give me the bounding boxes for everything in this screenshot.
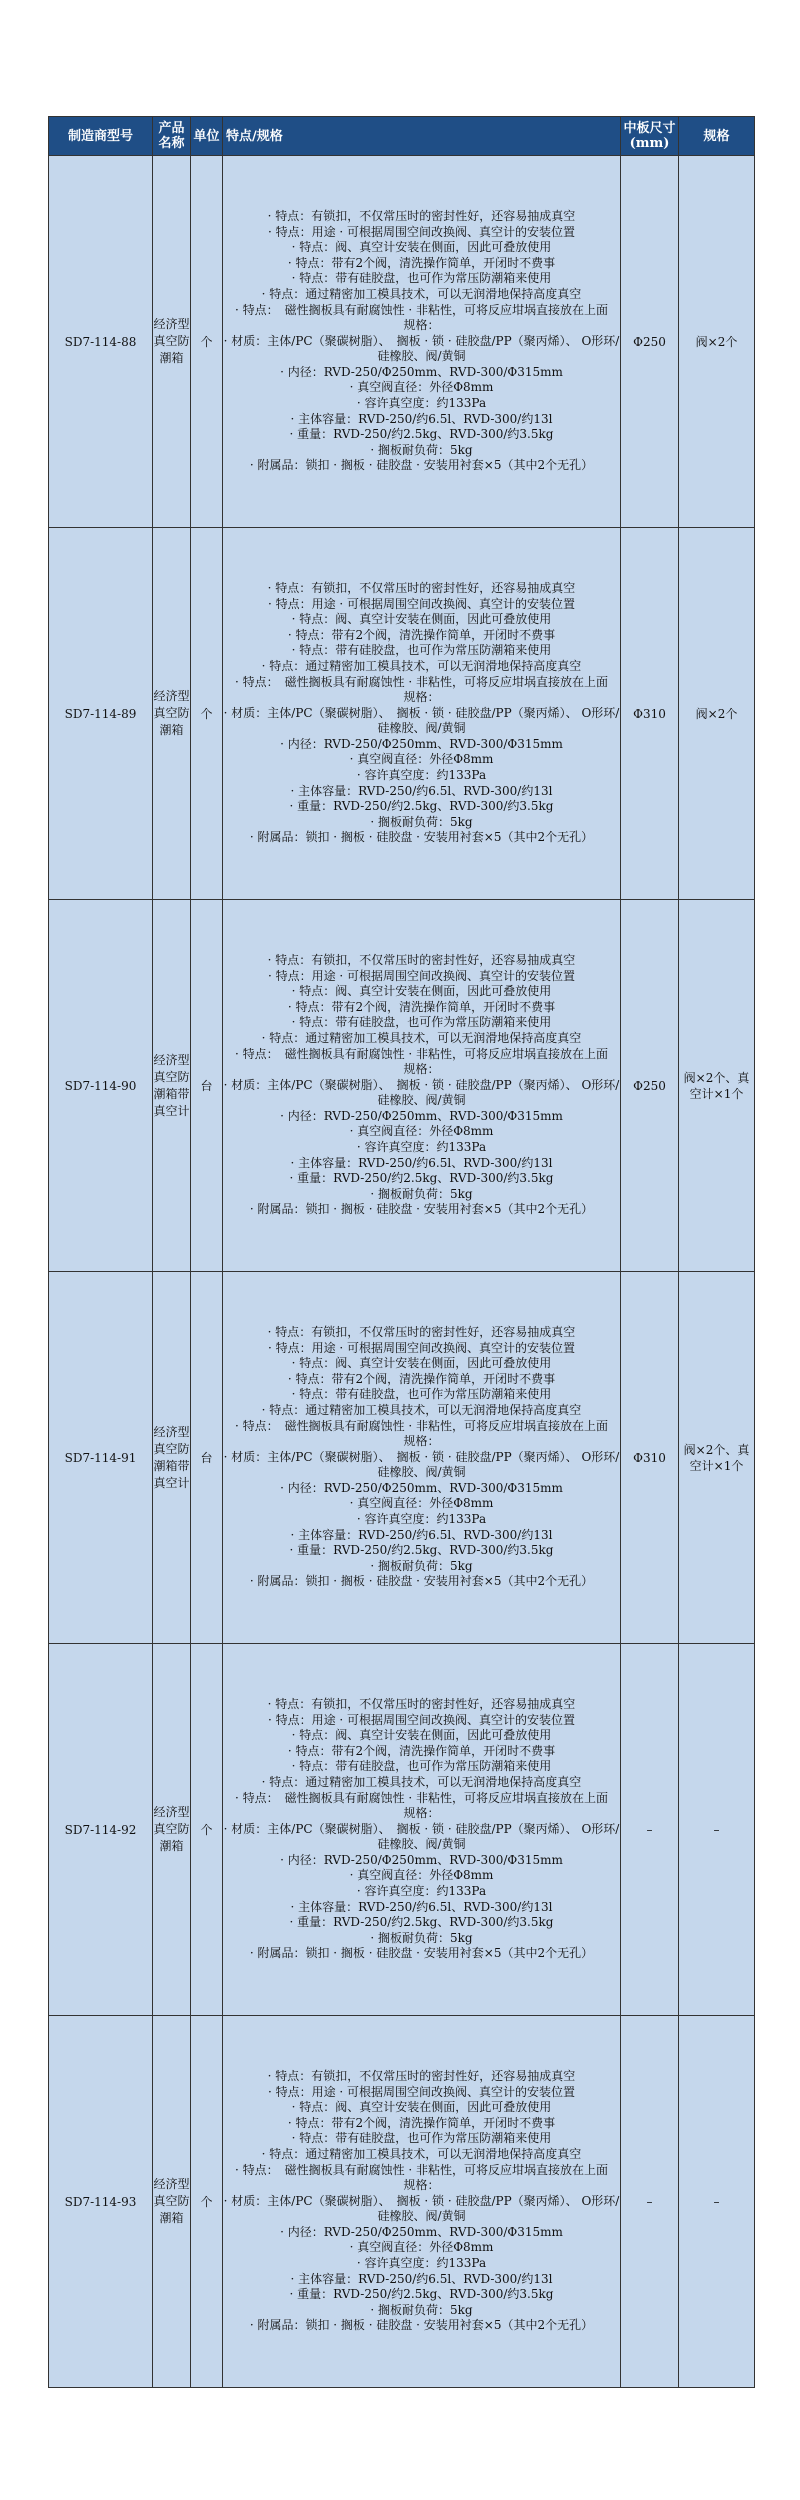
- plate-size-cell: Φ310: [621, 528, 679, 900]
- header-size: 中板尺寸(mm): [621, 117, 679, 156]
- unit-cell: 个: [191, 2016, 223, 2388]
- feature-line: 规格：: [403, 1806, 440, 1821]
- feature-line: · 重量：RVD-250/约2.5kg、RVD-300/约3.5kg: [289, 427, 554, 442]
- feature-line: · 重量：RVD-250/约2.5kg、RVD-300/约3.5kg: [289, 1543, 554, 1558]
- feature-line: · 特点：有锁扣，不仅常压时的密封性好，还容易抽成真空: [267, 208, 576, 223]
- feature-line: · 内径：RVD-250/Φ250mm、RVD-300/Φ315mm: [280, 1108, 563, 1123]
- feature-line: · 真空阀直径：外径Φ8mm: [349, 1124, 494, 1139]
- table-row: [49, 528, 755, 900]
- feature-line: · 搁板耐负荷：5kg: [370, 1930, 473, 1945]
- feature-line: 规格：: [403, 318, 440, 333]
- header-features: 特点/规格: [223, 117, 621, 156]
- plate-size-cell: Φ250: [621, 156, 679, 528]
- header-spec: 规格: [679, 117, 755, 156]
- features-cell: [223, 2016, 621, 2388]
- feature-line: · 特点：带有2个阀，清洗操作简单，开闭时不费事: [287, 1371, 556, 1386]
- feature-line: · 附属品：锁扣 · 搁板 · 硅胶盘 · 安装用衬套×5（其中2个无孔）: [249, 1946, 594, 1961]
- spec-cell: 阀×2个、真空计×1个: [679, 900, 755, 1272]
- unit-cell: 个: [191, 1644, 223, 2016]
- product-name-cell: 经济型真空防潮箱带真空计: [153, 1272, 191, 1644]
- features-cell: [223, 528, 621, 900]
- product-name-cell: 经济型真空防潮箱: [153, 2016, 191, 2388]
- feature-line: · 特点：阀、真空计安装在侧面，因此可叠放使用: [291, 1356, 552, 1371]
- feature-line: · 主体容量：RVD-250/约6.5l、RVD-300/约13l: [290, 1155, 553, 1170]
- feature-line: · 附属品：锁扣 · 搁板 · 硅胶盘 · 安装用衬套×5（其中2个无孔）: [249, 2318, 594, 2333]
- feature-line: · 附属品：锁扣 · 搁板 · 硅胶盘 · 安装用衬套×5（其中2个无孔）: [249, 1202, 594, 1217]
- product-spec-table: [48, 116, 755, 2388]
- feature-line: · 特点：阀、真空计安装在侧面，因此可叠放使用: [291, 240, 552, 255]
- feature-line: · 特点：带有2个阀，清洗操作简单，开闭时不费事: [287, 2115, 556, 2130]
- feature-line: · 特点：通过精密加工模具技术，可以无润滑地保持高度真空: [261, 658, 582, 673]
- feature-line: · 特点：阀、真空计安装在侧面，因此可叠放使用: [291, 2100, 552, 2115]
- model-cell: SD7-114-89: [49, 528, 153, 900]
- feature-line: · 真空阀直径：外径Φ8mm: [349, 1868, 494, 1883]
- feature-line: · 特点：用途 · 可根据周围空间改换阀、真空计的安装位置: [267, 2084, 576, 2099]
- table-row: [49, 1644, 755, 2016]
- feature-line: · 容许真空度：约133Pa: [356, 2256, 487, 2271]
- features-cell: [223, 156, 621, 528]
- feature-line: 规格：: [403, 1062, 440, 1077]
- feature-line: · 特点：通过精密加工模具技术，可以无润滑地保持高度真空: [261, 2146, 582, 2161]
- feature-line: · 特点：带有硅胶盘，也可作为常压防潮箱来使用: [291, 643, 552, 658]
- plate-size-cell: Φ250: [621, 900, 679, 1272]
- product-name-cell: 经济型真空防潮箱带真空计: [153, 900, 191, 1272]
- feature-line: · 搁板耐负荷：5kg: [370, 1558, 473, 1573]
- feature-line: · 特点：通过精密加工模具技术，可以无润滑地保持高度真空: [261, 1030, 582, 1045]
- table-row: [49, 1272, 755, 1644]
- feature-line: · 特点：通过精密加工模具技术，可以无润滑地保持高度真空: [261, 1402, 582, 1417]
- feature-line: · 特点：带有2个阀，清洗操作简单，开闭时不费事: [287, 1743, 556, 1758]
- feature-line: · 特点：用途 · 可根据周围空间改换阀、真空计的安装位置: [267, 596, 576, 611]
- header-row: [49, 117, 755, 156]
- feature-line: · 特点：带有硅胶盘，也可作为常压防潮箱来使用: [291, 1387, 552, 1402]
- feature-line: · 容许真空度：约133Pa: [356, 768, 487, 783]
- feature-line: · 内径：RVD-250/Φ250mm、RVD-300/Φ315mm: [280, 1852, 563, 1867]
- feature-line: · 真空阀直径：外径Φ8mm: [349, 380, 494, 395]
- feature-line: · 重量：RVD-250/约2.5kg、RVD-300/约3.5kg: [289, 1915, 554, 1930]
- feature-line: · 特点：用途 · 可根据周围空间改换阀、真空计的安装位置: [267, 1340, 576, 1355]
- feature-line: · 搁板耐负荷：5kg: [370, 814, 473, 829]
- feature-line: · 特点：带有2个阀，清洗操作简单，开闭时不费事: [287, 627, 556, 642]
- product-name-cell: 经济型真空防潮箱: [153, 156, 191, 528]
- header-name: 产品名称: [153, 117, 191, 156]
- feature-line: · 内径：RVD-250/Φ250mm、RVD-300/Φ315mm: [280, 736, 563, 751]
- feature-line: · 特点： 磁性搁板具有耐腐蚀性 · 非粘性，可将反应坩埚直接放在上面: [234, 1790, 609, 1805]
- feature-line: · 特点：通过精密加工模具技术，可以无润滑地保持高度真空: [261, 286, 582, 301]
- feature-line: · 特点： 磁性搁板具有耐腐蚀性 · 非粘性，可将反应坩埚直接放在上面: [234, 1046, 609, 1061]
- feature-line: · 特点：用途 · 可根据周围空间改换阀、真空计的安装位置: [267, 968, 576, 983]
- feature-line: · 特点：有锁扣，不仅常压时的密封性好，还容易抽成真空: [267, 952, 576, 967]
- plate-size-cell: –: [621, 2016, 679, 2388]
- feature-line: · 特点：有锁扣，不仅常压时的密封性好，还容易抽成真空: [267, 2068, 576, 2083]
- model-cell: SD7-114-90: [49, 900, 153, 1272]
- unit-cell: 个: [191, 156, 223, 528]
- header-unit: 单位: [191, 117, 223, 156]
- feature-line: 规格：: [403, 2178, 440, 2193]
- feature-line: · 附属品：锁扣 · 搁板 · 硅胶盘 · 安装用衬套×5（其中2个无孔）: [249, 458, 594, 473]
- feature-line: · 特点：带有2个阀，清洗操作简单，开闭时不费事: [287, 999, 556, 1014]
- unit-cell: 个: [191, 528, 223, 900]
- feature-line: 规格：: [403, 1434, 440, 1449]
- feature-line: · 搁板耐负荷：5kg: [370, 2302, 473, 2317]
- feature-line: · 特点：带有硅胶盘，也可作为常压防潮箱来使用: [291, 2131, 552, 2146]
- feature-line: · 材质：主体/PC（聚碳树脂）、 搁板 · 锁 · 硅胶盘/PP（聚丙烯）、 O形环/硅橡胶、阀/黄铜: [223, 705, 620, 736]
- feature-line: · 真空阀直径：外径Φ8mm: [349, 752, 494, 767]
- feature-line: · 主体容量：RVD-250/约6.5l、RVD-300/约13l: [290, 783, 553, 798]
- model-cell: SD7-114-91: [49, 1272, 153, 1644]
- feature-line: · 特点： 磁性搁板具有耐腐蚀性 · 非粘性，可将反应坩埚直接放在上面: [234, 302, 609, 317]
- table-row: [49, 900, 755, 1272]
- spec-cell: –: [679, 1644, 755, 2016]
- model-cell: SD7-114-93: [49, 2016, 153, 2388]
- feature-line: · 容许真空度：约133Pa: [356, 1512, 487, 1527]
- feature-line: · 内径：RVD-250/Φ250mm、RVD-300/Φ315mm: [280, 1480, 563, 1495]
- features-cell: [223, 1272, 621, 1644]
- feature-line: · 重量：RVD-250/约2.5kg、RVD-300/约3.5kg: [289, 799, 554, 814]
- unit-cell: 台: [191, 1272, 223, 1644]
- feature-line: · 特点： 磁性搁板具有耐腐蚀性 · 非粘性，可将反应坩埚直接放在上面: [234, 1418, 609, 1433]
- feature-line: · 特点：用途 · 可根据周围空间改换阀、真空计的安装位置: [267, 1712, 576, 1727]
- feature-line: · 真空阀直径：外径Φ8mm: [349, 2240, 494, 2255]
- feature-line: · 特点：阀、真空计安装在侧面，因此可叠放使用: [291, 612, 552, 627]
- header-model: 制造商型号: [49, 117, 153, 156]
- feature-line: · 特点：阀、真空计安装在侧面，因此可叠放使用: [291, 1728, 552, 1743]
- feature-line: · 材质：主体/PC（聚碳树脂）、 搁板 · 锁 · 硅胶盘/PP（聚丙烯）、 O形环/硅橡胶、阀/黄铜: [223, 1449, 620, 1480]
- spec-cell: 阀×2个、真空计×1个: [679, 1272, 755, 1644]
- feature-line: · 特点：有锁扣，不仅常压时的密封性好，还容易抽成真空: [267, 1696, 576, 1711]
- feature-line: · 附属品：锁扣 · 搁板 · 硅胶盘 · 安装用衬套×5（其中2个无孔）: [249, 830, 594, 845]
- feature-line: 规格：: [403, 690, 440, 705]
- feature-line: · 容许真空度：约133Pa: [356, 396, 487, 411]
- features-cell: [223, 900, 621, 1272]
- feature-line: · 主体容量：RVD-250/约6.5l、RVD-300/约13l: [290, 1899, 553, 1914]
- feature-line: · 材质：主体/PC（聚碳树脂）、 搁板 · 锁 · 硅胶盘/PP（聚丙烯）、 O形环/硅橡胶、阀/黄铜: [223, 2193, 620, 2224]
- table-row: [49, 2016, 755, 2388]
- model-cell: SD7-114-88: [49, 156, 153, 528]
- feature-line: · 主体容量：RVD-250/约6.5l、RVD-300/约13l: [290, 2271, 553, 2286]
- feature-line: · 特点：带有硅胶盘，也可作为常压防潮箱来使用: [291, 1759, 552, 1774]
- feature-line: · 容许真空度：约133Pa: [356, 1884, 487, 1899]
- feature-line: · 特点：通过精密加工模具技术，可以无润滑地保持高度真空: [261, 1774, 582, 1789]
- feature-line: · 重量：RVD-250/约2.5kg、RVD-300/约3.5kg: [289, 1171, 554, 1186]
- plate-size-cell: Φ310: [621, 1272, 679, 1644]
- features-cell: [223, 1644, 621, 2016]
- feature-line: · 主体容量：RVD-250/约6.5l、RVD-300/约13l: [290, 411, 553, 426]
- unit-cell: 台: [191, 900, 223, 1272]
- feature-line: · 特点： 磁性搁板具有耐腐蚀性 · 非粘性，可将反应坩埚直接放在上面: [234, 674, 609, 689]
- feature-line: · 材质：主体/PC（聚碳树脂）、 搁板 · 锁 · 硅胶盘/PP（聚丙烯）、 O形环/硅橡胶、阀/黄铜: [223, 1077, 620, 1108]
- feature-line: · 真空阀直径：外径Φ8mm: [349, 1496, 494, 1511]
- feature-line: · 容许真空度：约133Pa: [356, 1140, 487, 1155]
- feature-line: · 特点：带有硅胶盘，也可作为常压防潮箱来使用: [291, 271, 552, 286]
- product-name-cell: 经济型真空防潮箱: [153, 1644, 191, 2016]
- feature-line: · 搁板耐负荷：5kg: [370, 1186, 473, 1201]
- spec-cell: –: [679, 2016, 755, 2388]
- model-cell: SD7-114-92: [49, 1644, 153, 2016]
- feature-line: · 特点：有锁扣，不仅常压时的密封性好，还容易抽成真空: [267, 1324, 576, 1339]
- spec-cell: 阀×2个: [679, 528, 755, 900]
- feature-line: · 附属品：锁扣 · 搁板 · 硅胶盘 · 安装用衬套×5（其中2个无孔）: [249, 1574, 594, 1589]
- feature-line: · 特点：带有硅胶盘，也可作为常压防潮箱来使用: [291, 1015, 552, 1030]
- feature-line: · 特点：阀、真空计安装在侧面，因此可叠放使用: [291, 984, 552, 999]
- feature-line: · 材质：主体/PC（聚碳树脂）、 搁板 · 锁 · 硅胶盘/PP（聚丙烯）、 O形环/硅橡胶、阀/黄铜: [223, 1821, 620, 1852]
- feature-line: · 搁板耐负荷：5kg: [370, 442, 473, 457]
- feature-line: · 重量：RVD-250/约2.5kg、RVD-300/约3.5kg: [289, 2287, 554, 2302]
- feature-line: · 特点： 磁性搁板具有耐腐蚀性 · 非粘性，可将反应坩埚直接放在上面: [234, 2162, 609, 2177]
- spec-cell: 阀×2个: [679, 156, 755, 528]
- plate-size-cell: –: [621, 1644, 679, 2016]
- feature-line: · 材质：主体/PC（聚碳树脂）、 搁板 · 锁 · 硅胶盘/PP（聚丙烯）、 O形环/硅橡胶、阀/黄铜: [223, 333, 620, 364]
- feature-line: · 特点：有锁扣，不仅常压时的密封性好，还容易抽成真空: [267, 580, 576, 595]
- feature-line: · 特点：带有2个阀，清洗操作简单，开闭时不费事: [287, 255, 556, 270]
- feature-line: · 内径：RVD-250/Φ250mm、RVD-300/Φ315mm: [280, 364, 563, 379]
- feature-line: · 内径：RVD-250/Φ250mm、RVD-300/Φ315mm: [280, 2224, 563, 2239]
- feature-line: · 特点：用途 · 可根据周围空间改换阀、真空计的安装位置: [267, 224, 576, 239]
- feature-line: · 主体容量：RVD-250/约6.5l、RVD-300/约13l: [290, 1527, 553, 1542]
- table-row: [49, 156, 755, 528]
- product-name-cell: 经济型真空防潮箱: [153, 528, 191, 900]
